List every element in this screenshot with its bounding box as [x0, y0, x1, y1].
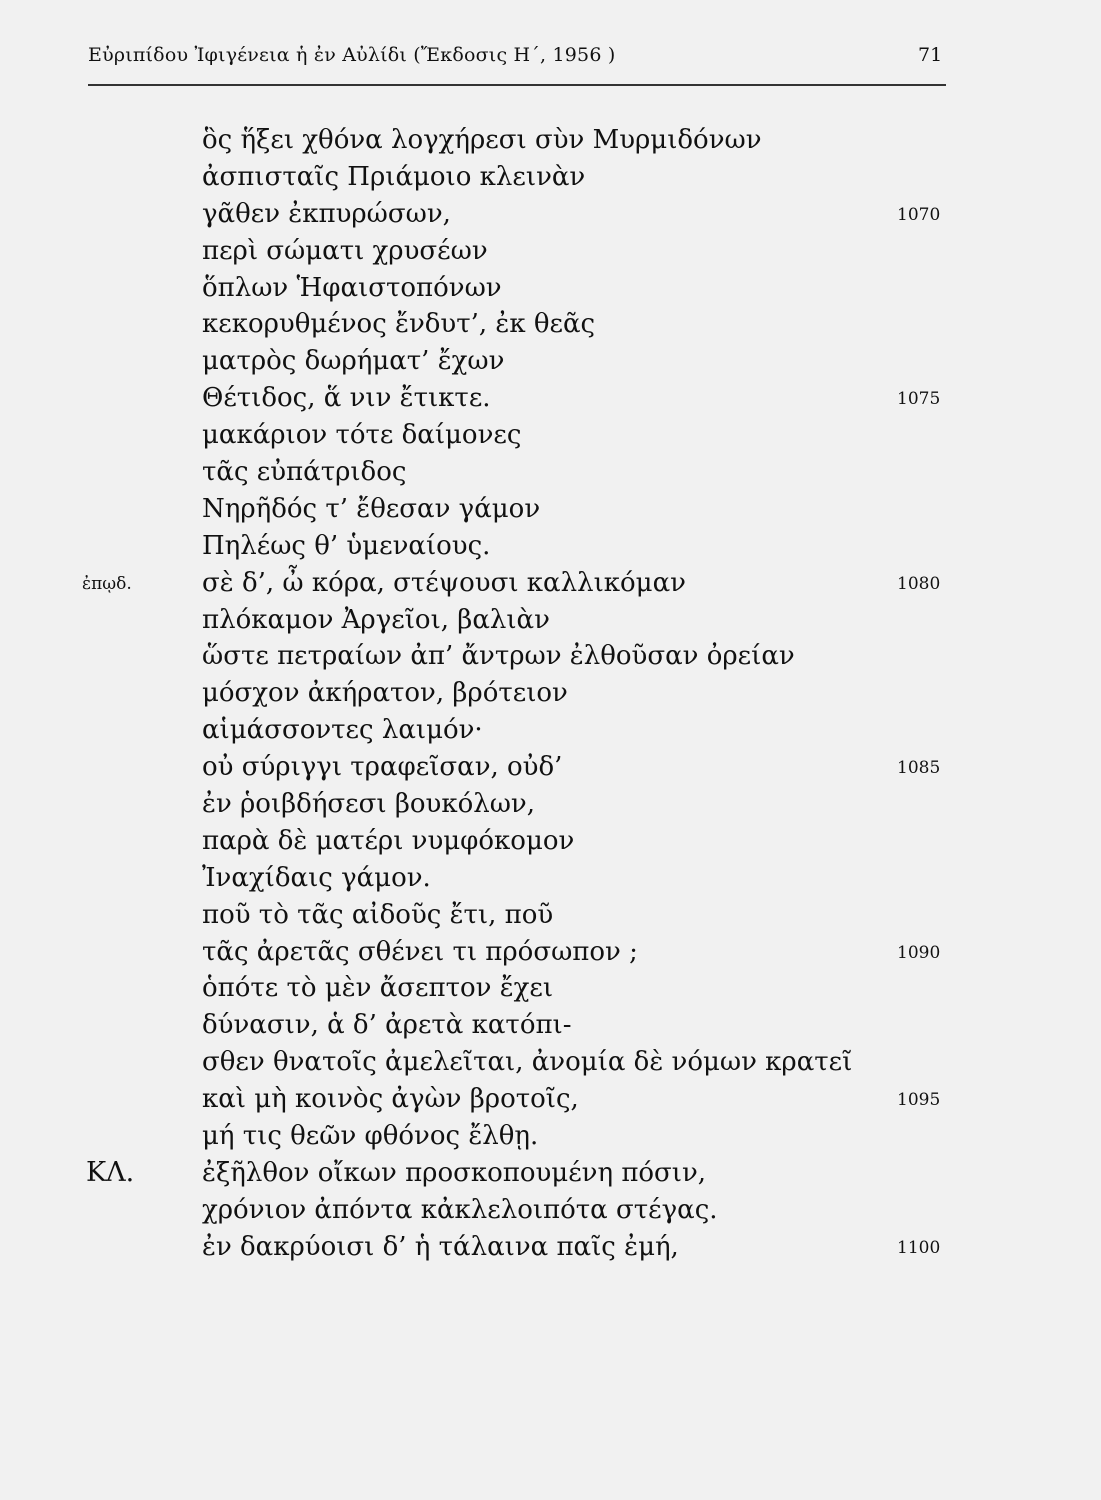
verse-text: τᾶς εὐπάτριδος	[202, 457, 407, 488]
verse-line	[0, 1118, 1101, 1155]
verse-text: πλόκαμον Ἀργεῖοι, βαλιὰν	[202, 604, 550, 635]
line-number: 1095	[897, 1090, 941, 1111]
verse-text: ἐξῆλθον οἴκων προσκοπουμένη πόσιν,	[202, 1157, 707, 1188]
verse-text: Νηρῆδός τ’ ἔθεσαν γάμον	[202, 493, 541, 524]
verse-line	[0, 491, 1101, 528]
verse-text: ματρὸς δωρήματ’ ἔχων	[202, 346, 505, 377]
verse-line	[0, 270, 1101, 307]
line-number: 1100	[897, 1237, 941, 1258]
verse-line	[0, 306, 1101, 343]
verse-line	[0, 1007, 1101, 1044]
verse-text: Θέτιδος, ἅ νιν ἔτικτε.	[202, 383, 491, 414]
verse-text: ὥστε πετραίων ἀπ’ ἄντρων ἐλθοῦσαν ὀρείαν	[202, 641, 795, 672]
verse-line	[0, 1081, 1101, 1118]
verse-text: ποῦ τὸ τᾶς αἰδοῦς ἔτι, ποῦ	[202, 899, 554, 930]
verse-line	[0, 417, 1101, 454]
verse-text: ὁπότε τὸ μὲν ἄσεπτον ἔχει	[202, 973, 554, 1004]
verse-line	[0, 122, 1101, 159]
verse-line	[0, 860, 1101, 897]
verse-line	[0, 897, 1101, 934]
verse-line	[0, 565, 1101, 602]
verse-text: σὲ δ’, ὦ κόρα, στέψουσι καλλικόμαν	[202, 567, 686, 598]
verse-text: ὃς ἥξει χθόνα λογχήρεσι σὺν Μυρμιδόνων	[202, 125, 762, 155]
verse-line	[0, 823, 1101, 860]
verse-text: περὶ σώματι χρυσέων	[202, 235, 488, 266]
verse-line	[0, 233, 1101, 270]
verse-line	[0, 528, 1101, 565]
verse-line	[0, 1229, 1101, 1266]
running-title: Εὐριπίδου Ἰφιγένεια ἡ ἐν Αὐλίδι (Ἔκδοσις Η΄, 1956 )	[88, 44, 616, 66]
verse-line	[0, 343, 1101, 380]
verse-line	[0, 638, 1101, 675]
verse-text: παρὰ δὲ ματέρι νυμφόκομον	[202, 825, 575, 856]
verse-text: Ἰναχίδαις γάμον.	[202, 862, 431, 893]
verse-text: σθεν θνατοῖς ἀμελεῖται, ἀνομία δὲ νόμων κρατεῖ	[202, 1047, 853, 1078]
verse-line	[0, 970, 1101, 1007]
verse-text: γᾶθεν ἐκπυρώσων,	[202, 198, 451, 229]
verse-text: κεκορυθμένος ἔνδυτ’, ἐκ θεᾶς	[202, 309, 596, 340]
verse-text: ἐν ῥοιβδήσεσι βουκόλων,	[202, 789, 535, 820]
line-number: 1080	[897, 573, 941, 594]
verse-line	[0, 675, 1101, 712]
verse-text: μόσχον ἀκήρατον, βρότειον	[202, 678, 568, 709]
section-label: ἐπῳδ.	[82, 573, 132, 594]
verse-line	[0, 380, 1101, 417]
verse-line	[0, 786, 1101, 823]
verse-text: αἱμάσσοντες λαιμόν·	[202, 715, 483, 746]
verse-text: μακάριον τότε δαίμονες	[202, 420, 522, 451]
verse-text: καὶ μὴ κοινὸς ἀγὼν βροτοῖς,	[202, 1084, 579, 1115]
line-number: 1070	[897, 204, 941, 225]
verse-line	[0, 1155, 1101, 1192]
line-number: 1075	[897, 389, 941, 410]
verse-line	[0, 1192, 1101, 1229]
verse-text: Πηλέως θ’ ὑμεναίους.	[202, 530, 491, 561]
verse-text: οὐ σύριγγι τραφεῖσαν, οὐδ’	[202, 752, 563, 783]
verse-text: ἀσπισταῖς Πριάμοιο κλεινὰν	[202, 161, 586, 192]
line-number: 1085	[897, 758, 941, 779]
header-rule	[88, 84, 946, 86]
page-number: 71	[918, 44, 943, 66]
verse-text: τᾶς ἀρετᾶς σθένει τι πρόσωπον ;	[202, 936, 638, 967]
verse-text: μή τις θεῶν φθόνος ἔλθῃ.	[202, 1121, 539, 1152]
verse-line	[0, 159, 1101, 196]
verse-line	[0, 196, 1101, 233]
verse-line	[0, 602, 1101, 639]
verse-text: χρόνιον ἀπόντα κἀκλελοιπότα στέγας.	[202, 1194, 718, 1225]
verse-text: δύνασιν, ἁ δ’ ἀρετὰ κατόπι-	[202, 1010, 572, 1041]
verse-line	[0, 454, 1101, 491]
verse-text: ἐν δακρύοισι δ’ ἡ τάλαινα παῖς ἐμή,	[202, 1231, 679, 1262]
line-number: 1090	[897, 942, 941, 963]
speaker-label: ΚΛ.	[86, 1156, 135, 1188]
verse-block	[0, 122, 1101, 1266]
verse-line	[0, 712, 1101, 749]
verse-line	[0, 749, 1101, 786]
verse-text: ὅπλων Ἡφαιστοπόνων	[202, 272, 502, 303]
verse-line	[0, 934, 1101, 971]
verse-line	[0, 1044, 1101, 1081]
